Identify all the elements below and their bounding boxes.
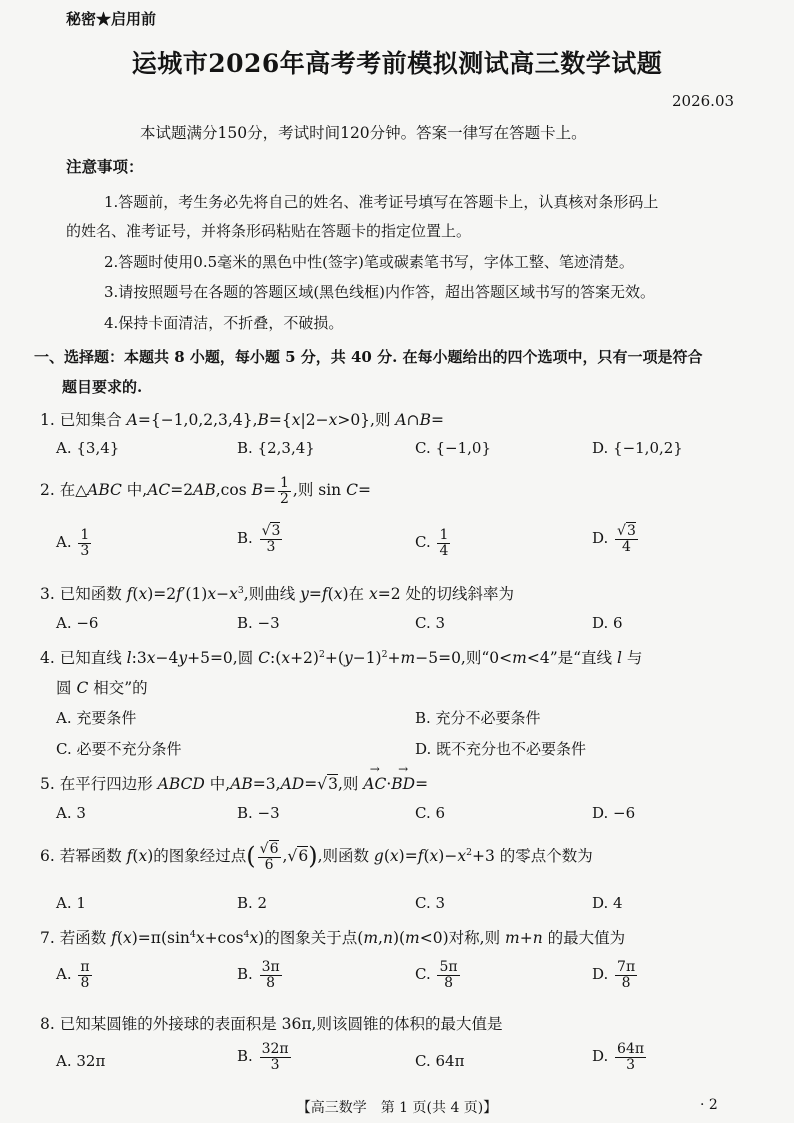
q1-option-b: B. {2,3,4}	[237, 439, 315, 457]
intro-line: 本试题满分150分，考试时间120分钟。答案一律写在答题卡上。	[140, 124, 587, 142]
q4-option-d: D. 既不充分也不必要条件	[415, 740, 587, 758]
q1-option-d: D. {−1,0,2}	[592, 439, 683, 457]
page-title: 运城市2026年高考考前模拟测试高三数学试题	[131, 49, 663, 78]
question-4-cont: 圆 C 相交”的	[56, 679, 148, 697]
section-heading: 一、选择题：本题共 8 小题，每小题 5 分，共 40 分. 在每小题给出的四个选项中，只有一项是符合	[34, 348, 703, 366]
q5-option-d: D. −6	[592, 804, 636, 822]
q8-option-d: D. $\frac{64\pi}{3}$	[592, 1041, 645, 1073]
secret-label: 秘密★启用前	[66, 10, 157, 28]
q3-option-b: B. −3	[237, 614, 280, 632]
question-7: 7. 若函数 $f(x)=\pi(\sin^4x+\cos^4x)$的图象关于点(m,n)(m<0)对称,则 m+n 的最大值为	[40, 928, 626, 947]
note-4: 4.保持卡面清洁，不折叠，不破损。	[104, 314, 344, 332]
note-1a: 1.答题前，考生务必先将自己的姓名、准考证号填写在答题卡上，认真核对条形码上	[104, 193, 659, 211]
question-5: 5. 在平行四边形 ABCD 中,AB=3,AD=√3,则 → AC·→ BD=	[40, 772, 428, 794]
q2-option-c: C. $\frac{1}{4}$	[415, 527, 449, 559]
q1-option-a: A. {3,4}	[56, 439, 120, 457]
q2-option-a: A. $\frac{1}{3}$	[56, 527, 90, 559]
q1-option-c: C. {−1,0}	[415, 439, 491, 457]
q4-option-c: C. 必要不充分条件	[56, 740, 182, 758]
q5-option-c: C. 6	[415, 804, 446, 822]
question-3: 3. 已知函数 $f(x)=2f'(1)x-x^3$,则曲线 y=f(x)在 x=2 处的切线斜率为	[40, 584, 514, 603]
q4-option-b: B. 充分不必要条件	[415, 709, 541, 727]
q8-option-a: A. 32π	[56, 1052, 106, 1070]
section-heading-cont: 题目要求的.	[62, 378, 143, 396]
q6-option-d: D. 4	[592, 894, 623, 912]
page-footer: 【高三数学 第 1 页(共 4 页)】	[296, 1100, 498, 1116]
question-8: 8. 已知某圆锥的外接球的表面积是 36π,则该圆锥的体积的最大值是	[40, 1015, 503, 1033]
q4-option-a: A. 充要条件	[56, 709, 137, 727]
question-6: 6. 若幂函数 f(x)的图象经过点( $\frac{√6}{6}$ ,√6),则函数 $g(x)=f(x)-x^2+3$ 的零点个数为	[40, 841, 593, 873]
note-3: 3.请按照题号在各题的答题区域(黑色线框)内作答，超出答题区域书写的答案无效。	[104, 283, 656, 301]
question-2: 2. 在△ABC 中,AC=2AB,cos B= $\frac{1}{2}$ ,则 sin C=	[40, 475, 371, 507]
q6-option-c: C. 3	[415, 894, 446, 912]
q3-option-c: C. 3	[415, 614, 446, 632]
q7-option-c: C. $\frac{5\pi}{8}$	[415, 959, 458, 991]
q7-option-a: A. $\frac{\pi}{8}$	[56, 959, 90, 991]
page-footer-mark: · 2	[700, 1097, 718, 1113]
q8-option-c: C. 64π	[415, 1052, 465, 1070]
q2-option-b: B. $\frac{√3}{3}$	[237, 523, 281, 555]
q8-option-b: B. $\frac{32\pi}{3}$	[237, 1041, 289, 1073]
q6-option-b: B. 2	[237, 894, 268, 912]
q5-option-b: B. −3	[237, 804, 280, 822]
exam-date: 2026.03	[672, 92, 735, 110]
notes-heading: 注意事项：	[66, 157, 144, 176]
q3-option-a: A. −6	[56, 614, 99, 632]
question-4: 4. 已知直线 l:3x−4y+5=0,圆 $C:(x+2)^2+(y-1)^2+m-5=0$,则“0<m<4”是“直线 l 与	[40, 648, 643, 667]
note-1b: 的姓名、准考证号，并将条形码粘贴在答题卡的指定位置上。	[66, 222, 472, 240]
q3-option-d: D. 6	[592, 614, 623, 632]
q2-option-d: D. $\frac{√3}{4}$	[592, 523, 636, 555]
q5-option-a: A. 3	[56, 804, 86, 822]
question-1: 1. 已知集合 A={−1,0,2,3,4},B={x|2−x>0},则 A∩B=	[40, 411, 444, 429]
q7-option-b: B. $\frac{3\pi}{8}$	[237, 959, 280, 991]
q7-option-d: D. $\frac{7\pi}{8}$	[592, 959, 636, 991]
q6-option-a: A. 1	[56, 894, 86, 912]
note-2: 2.答题时使用0.5毫米的黑色中性(签字)笔或碳素笔书写，字体工整、笔迹清楚。	[104, 253, 634, 271]
